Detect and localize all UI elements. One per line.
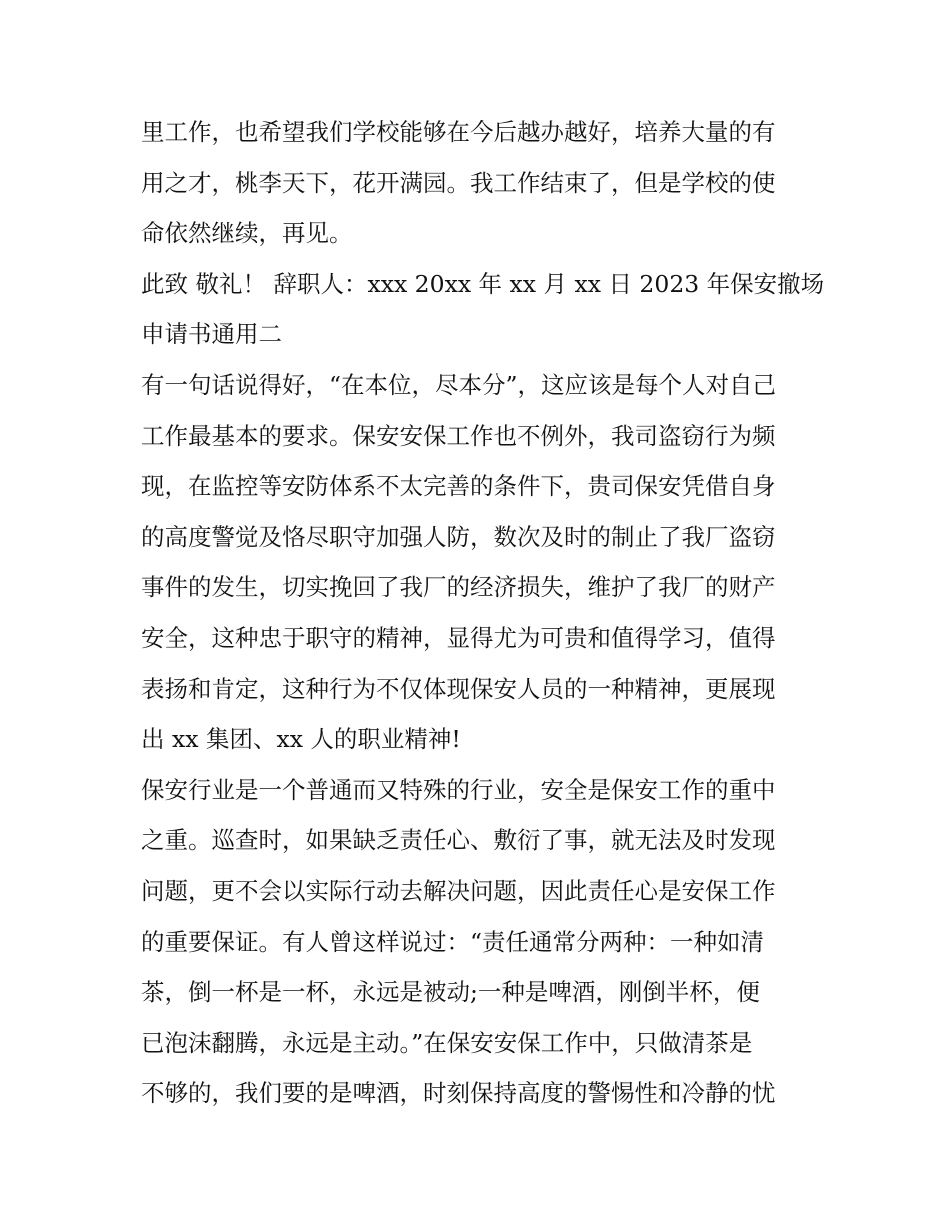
- text-line: 表扬和肯定，这种行为不仅体现保安人员的一种精神，更展现: [141, 674, 776, 703]
- text-line: 现，在监控等安防体系不太完善的条件下，贵司保安凭借自身: [141, 472, 776, 501]
- text-line: 之重。巡查时，如果缺乏责任心、敷衍了事，就无法及时发现: [141, 826, 776, 855]
- text-line: 用之才，桃李天下，花开满园。我工作结束了，但是学校的使: [141, 168, 776, 197]
- text-line: 安全，这种忠于职守的精神，显得尤为可贵和值得学习，值得: [141, 623, 776, 652]
- text-line: 里工作，也希望我们学校能够在今后越办越好，培养大量的有: [141, 118, 776, 146]
- text-line: 有一句话说得好，“在本位，尽本分”，这应该是每个人对自己: [141, 370, 777, 399]
- section-heading-line: 申请书通用二: [141, 320, 282, 349]
- text-line: 问题，更不会以实际行动去解决问题，因此责任心是安保工作: [141, 876, 776, 905]
- text-line: 此致 敬礼！ 辞职人：xxx 20xx 年 xx 月 xx 日 2023 年保安撤场: [141, 269, 825, 298]
- text-line: 不够的，我们要的是啤酒，时刻保持高度的警惕性和冷静的忧: [141, 1079, 776, 1108]
- text-line: 命依然继续，再见。: [141, 219, 353, 248]
- text-line: 已泡沫翻腾，永远是主动。”在保安安保工作中，只做清茶是: [141, 1028, 753, 1057]
- document-body: [141, 107, 825, 1119]
- text-line: 的重要保证。有人曾这样说过：“责任通常分两种：一种如清: [141, 927, 765, 956]
- text-line: 保安行业是一个普通而又特殊的行业，安全是保安工作的重中: [141, 775, 776, 804]
- text-line: 出 xx 集团、xx 人的职业精神!: [141, 725, 461, 754]
- text-line: 的高度警觉及恪尽职守加强人防，数次及时的制止了我厂盗窃: [141, 522, 776, 551]
- text-line: 茶，倒一杯是一杯，永远是被动;一种是啤酒，刚倒半杯，便: [141, 978, 760, 1007]
- text-line: 工作最基本的要求。保安安保工作也不例外，我司盗窃行为频: [141, 421, 776, 450]
- text-line: 事件的发生，切实挽回了我厂的经济损失，维护了我厂的财产: [141, 573, 776, 602]
